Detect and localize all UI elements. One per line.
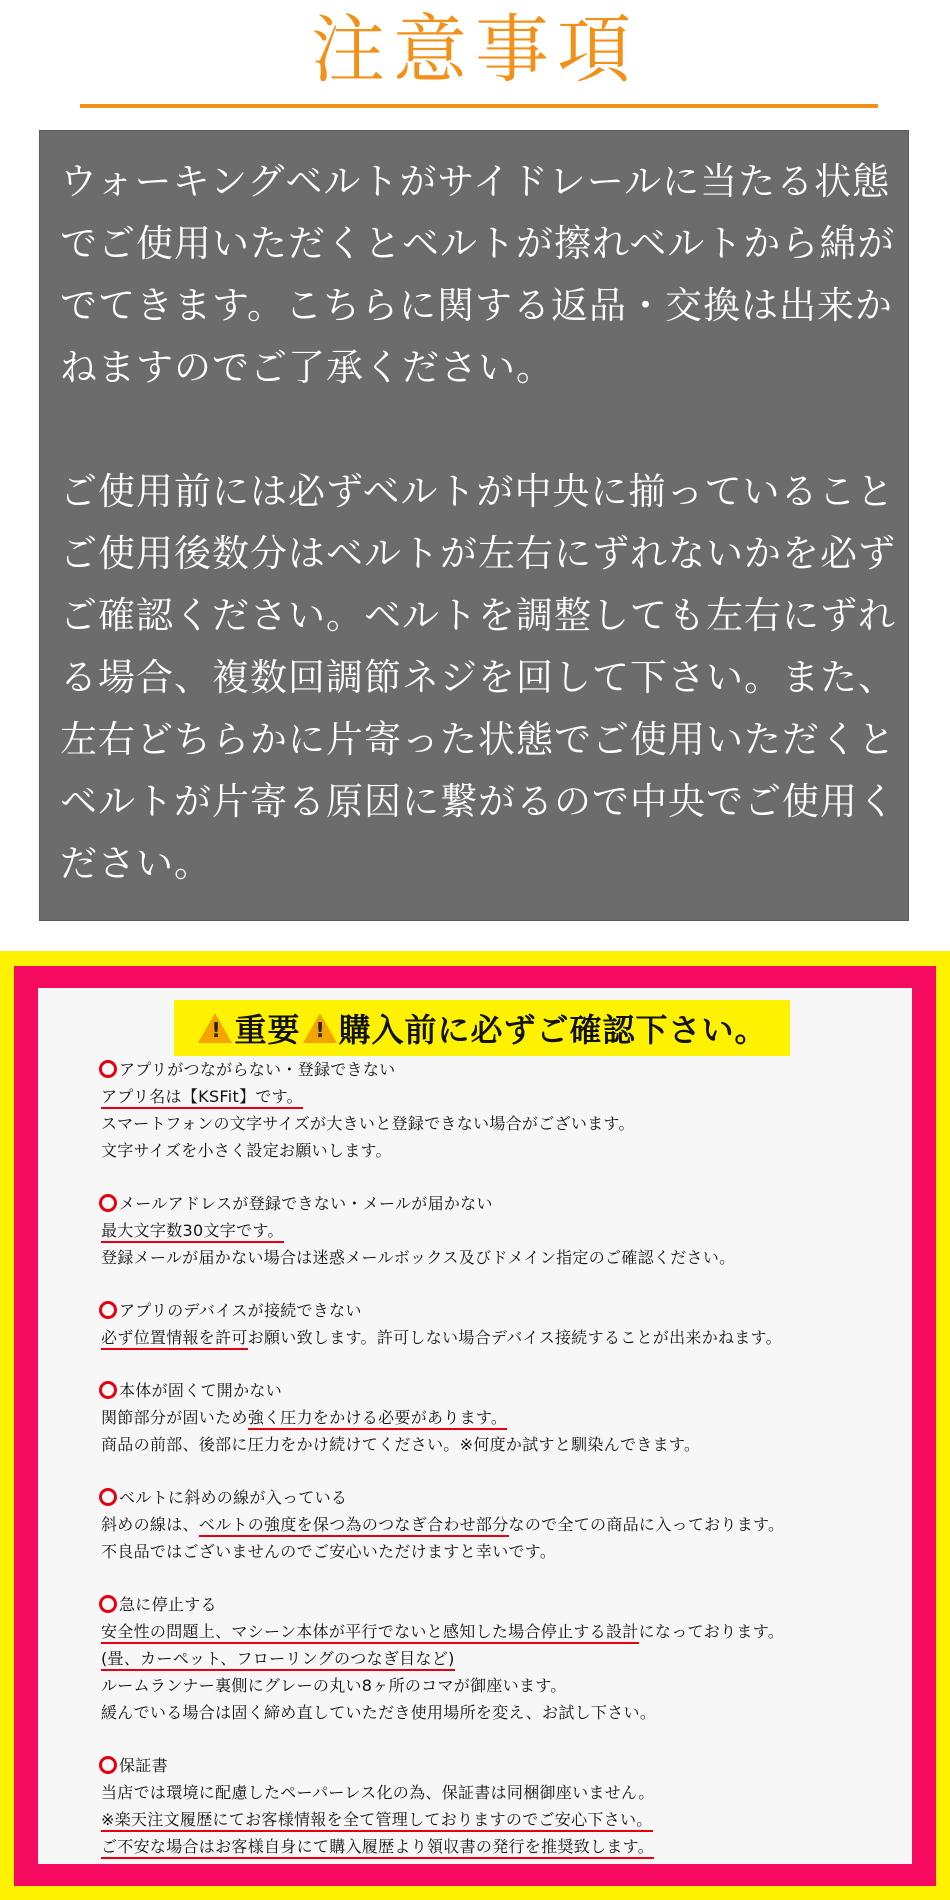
faq-heading-text: ベルトに斜めの線が入っている	[119, 1488, 348, 1507]
underlined-text: 必ず位置情報を許可	[101, 1328, 248, 1350]
faq-line	[101, 1699, 901, 1726]
faq-section	[101, 1297, 901, 1351]
circle-bullet-icon	[99, 1756, 117, 1774]
faq-text: なので全ての商品に入っております。	[508, 1515, 785, 1534]
circle-bullet-icon	[99, 1301, 117, 1319]
faq-text: 文字サイズを小さく設定お願いします。	[101, 1141, 392, 1160]
faq-text: スマートフォンの文字サイズが大きいと登録できない場合がございます。	[101, 1114, 635, 1133]
important-header-text: 購入前に必ずご確認下さい。	[338, 1011, 768, 1049]
faq-heading-text: 急に停止する	[119, 1595, 217, 1614]
faq-section	[101, 1591, 901, 1726]
faq-line	[101, 1645, 901, 1672]
notice-box	[39, 130, 909, 921]
faq-text: 緩んでいる場合は固く締め直していただき使用場所を変え、お試し下さい。	[101, 1703, 657, 1722]
faq-heading-text: 保証書	[119, 1756, 168, 1775]
faq-line	[101, 1137, 901, 1164]
faq-text: 不良品ではございませんのでご安心いただけますと幸いです。	[101, 1542, 557, 1561]
faq-text: ルームランナー裏側にグレーの丸い8ヶ所のコマが御座います。	[101, 1676, 567, 1695]
underlined-text: 安全性の問題上、マシーン本体が平行でないと感知した場合停止する設計	[101, 1622, 639, 1644]
faq-heading-text: 本体が固くて開かない	[119, 1381, 283, 1400]
faq-section	[101, 1752, 901, 1860]
circle-bullet-icon	[99, 1194, 117, 1212]
faq-line	[101, 1672, 901, 1699]
faq-heading	[101, 1484, 901, 1511]
faq-line	[101, 1324, 901, 1351]
underlined-text: 最大文字数30文字です。	[101, 1221, 284, 1243]
faq-text: 登録メールが届かない場合は迷惑メールボックス及びドメイン指定のご確認ください。	[101, 1248, 736, 1267]
faq-text: 関節部分が固いため	[101, 1408, 248, 1427]
warning-icon: !	[303, 1013, 337, 1043]
faq-heading	[101, 1190, 901, 1217]
faq-line	[101, 1110, 901, 1137]
faq-text: 当店では環境に配慮したペーパーレス化の為、保証書は同梱御座いません。	[101, 1783, 655, 1802]
faq-line	[101, 1404, 901, 1431]
faq-heading	[101, 1297, 901, 1324]
faq-line	[101, 1511, 901, 1538]
warning-icon: !	[198, 1013, 232, 1043]
faq-heading	[101, 1056, 901, 1083]
circle-bullet-icon	[99, 1595, 117, 1613]
faq-line	[101, 1083, 901, 1110]
title-divider	[80, 104, 878, 108]
notice-paragraph-1: ウォーキングベルトがサイドレールに当たる状態でご使用いただくとベルトが擦れベルトから綿がでてきます。こちらに関する返品・交換は出来かねますのでご了承ください。	[60, 160, 896, 389]
faq-line	[101, 1806, 901, 1833]
faq-heading-text: メールアドレスが登録できない・メールが届かない	[119, 1194, 493, 1213]
important-header-word: 重要	[234, 1011, 301, 1049]
faq-line	[101, 1244, 901, 1271]
faq-line	[101, 1779, 901, 1806]
faq-text: になっております。	[638, 1622, 785, 1641]
faq-section	[101, 1377, 901, 1458]
faq-text: 商品の前部、後部に圧力をかけ続けてください。※何度か試すと馴染んできます。	[101, 1435, 701, 1454]
faq-line	[101, 1538, 901, 1565]
faq-line	[101, 1618, 901, 1645]
faq-heading	[101, 1591, 901, 1618]
underlined-text: ご不安な場合はお客様自身にて購入履歴より領収書の発行を推奨致します。	[101, 1837, 654, 1859]
page-title: 注意事項	[311, 7, 639, 93]
important-header	[174, 1000, 790, 1056]
faq-line	[101, 1833, 901, 1860]
faq-line	[101, 1217, 901, 1244]
faq-heading-text: アプリがつながらない・登録できない	[119, 1060, 396, 1079]
underlined-text: アプリ名は【KSFit】です。	[101, 1087, 303, 1109]
faq-heading	[101, 1377, 901, 1404]
faq-section	[101, 1484, 901, 1565]
underlined-text: ベルトの強度を保つ為のつなぎ合わせ部分	[199, 1515, 509, 1537]
faq-text: お願い致します。許可しない場合デバイス接続することが出来かねます。	[247, 1328, 782, 1347]
faq-text: 斜めの線は、	[101, 1515, 199, 1534]
faq-section	[101, 1190, 901, 1271]
faq-heading	[101, 1752, 901, 1779]
faq-line	[101, 1431, 901, 1458]
faq-list	[101, 1056, 901, 1886]
underlined-text: 強く圧力をかける必要があります。	[248, 1408, 508, 1430]
underlined-text: (畳、カーペット、フローリングのつなぎ目など)	[101, 1649, 455, 1671]
notice-paragraph-2: ご使用前には必ずベルトが中央に揃っていることご使用後数分はベルトが左右にずれないかを必ずご確認ください。ベルトを調整しても左右にずれる場合、複数回調節ネジを回して下さい。また、左右どちらかに片寄った状態でご使用いただくとベルトが片寄る原因に繋がるので中央でご使用ください。	[60, 470, 896, 885]
circle-bullet-icon	[99, 1381, 117, 1399]
faq-section	[101, 1056, 901, 1164]
circle-bullet-icon	[99, 1060, 117, 1078]
faq-heading-text: アプリのデバイスが接続できない	[119, 1301, 362, 1320]
circle-bullet-icon	[99, 1488, 117, 1506]
underlined-text: ※楽天注文履歴にてお客様情報を全て管理しておりますのでご安心下さい。	[101, 1810, 653, 1832]
